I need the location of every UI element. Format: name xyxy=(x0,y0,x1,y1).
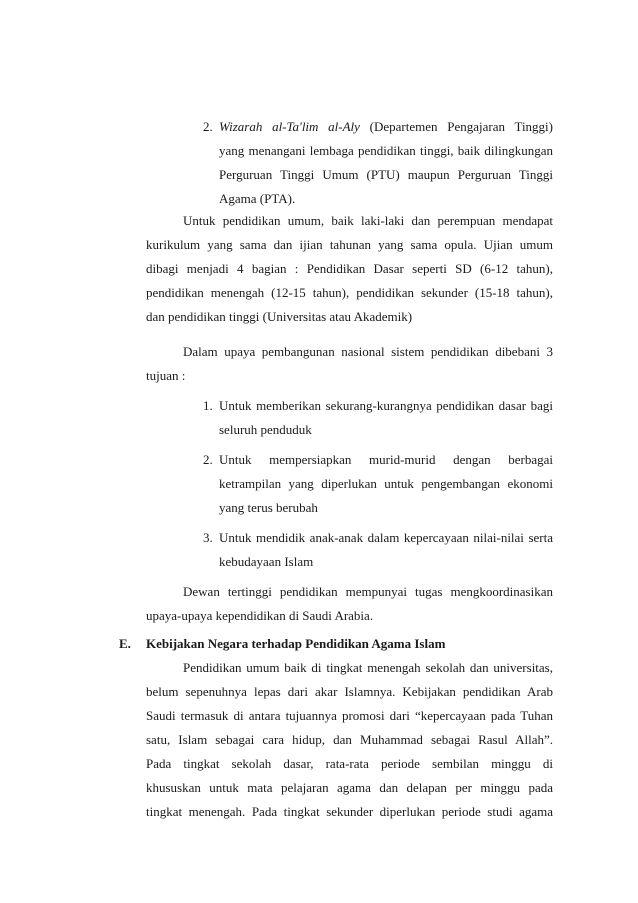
text-line: dibagi menjadi 4 bagian : Pendidikan Dasar seperti SD (6-12 tahun), xyxy=(146,261,553,276)
text-line: yang terus berubah xyxy=(219,500,318,515)
text-line: kebudayaan Islam xyxy=(219,554,314,569)
paragraph xyxy=(146,656,553,824)
list-item-text xyxy=(219,526,553,574)
list-item-text xyxy=(219,448,553,520)
text-line: tingkat menengah. Pada tingkat sekunder diperlukan periode studi agama xyxy=(146,804,553,819)
text-line: Untuk mendidik anak-anak dalam kepercayaan nilai-nilai serta xyxy=(219,530,553,545)
text-line: satu, Islam sebagai cara hidup, dan Muhammad sebagai Rasul Allah”. xyxy=(146,732,553,747)
list-item-text xyxy=(219,394,553,442)
text-line: Perguruan Tinggi Umum (PTU) maupun Perguruan Tinggi xyxy=(219,167,553,182)
text-line: Saudi termasuk di antara tujuannya promosi dari “kepercayaan pada Tuhan xyxy=(146,708,553,723)
section-letter: E. xyxy=(119,636,131,651)
text-line: khususkan untuk mata pelajaran agama dan delapan per minggu pada xyxy=(146,780,553,795)
text-line: tujuan : xyxy=(146,368,186,383)
text-line: belum sepenuhnya lepas dari akar Islamnya. Kebijakan pendidikan Arab xyxy=(146,684,553,699)
text-line: Wizarah al-Ta'lim al-Aly (Departemen Pengajaran Tinggi) xyxy=(219,119,553,134)
text-line: yang menangani lembaga pendidikan tinggi, baik dilingkungan xyxy=(219,143,553,158)
text-line: pendidikan menengah (12-15 tahun), pendidikan sekunder (15-18 tahun), xyxy=(146,285,553,300)
text-line: seluruh penduduk xyxy=(219,422,312,437)
text-line: Untuk mempersiapkan murid-murid dengan berbagai xyxy=(219,452,553,467)
section-heading: Kebijakan Negara terhadap Pendidikan Agama Islam xyxy=(146,636,446,651)
paragraph xyxy=(146,209,553,329)
paragraph xyxy=(146,340,553,388)
text-line: kurikulum yang sama dan ijian tahunan yang sama opula. Ujian umum xyxy=(146,237,553,252)
text-line: Untuk pendidikan umum, baik laki-laki dan perempuan mendapat xyxy=(183,213,553,228)
list-number: 1. xyxy=(203,398,213,413)
list-number: 2. xyxy=(203,452,213,467)
paragraph xyxy=(146,580,553,628)
text-line: Pendidikan umum baik di tingkat menengah sekolah dan universitas, xyxy=(183,660,553,675)
text-line: Untuk memberikan sekurang-kurangnya pendidikan dasar bagi xyxy=(219,398,553,413)
list-number: 2. xyxy=(203,119,213,134)
text-line: upaya-upaya kependidikan di Saudi Arabia. xyxy=(146,608,374,623)
text-line: Dalam upaya pembangunan nasional sistem pendidikan dibebani 3 xyxy=(183,344,553,359)
list-number: 3. xyxy=(203,530,213,545)
text-line: Pada tingkat sekolah dasar, rata-rata periode sembilan minggu di xyxy=(146,756,553,771)
text-line: ketrampilan yang diperlukan untuk pengembangan ekonomi xyxy=(219,476,553,491)
text-line: Dewan tertinggi pendidikan mempunyai tugas mengkoordinasikan xyxy=(183,584,553,599)
text-line: dan pendidikan tinggi (Universitas atau Akademik) xyxy=(146,309,413,324)
list-item-text xyxy=(219,115,553,211)
text-line: Agama (PTA). xyxy=(219,191,296,206)
